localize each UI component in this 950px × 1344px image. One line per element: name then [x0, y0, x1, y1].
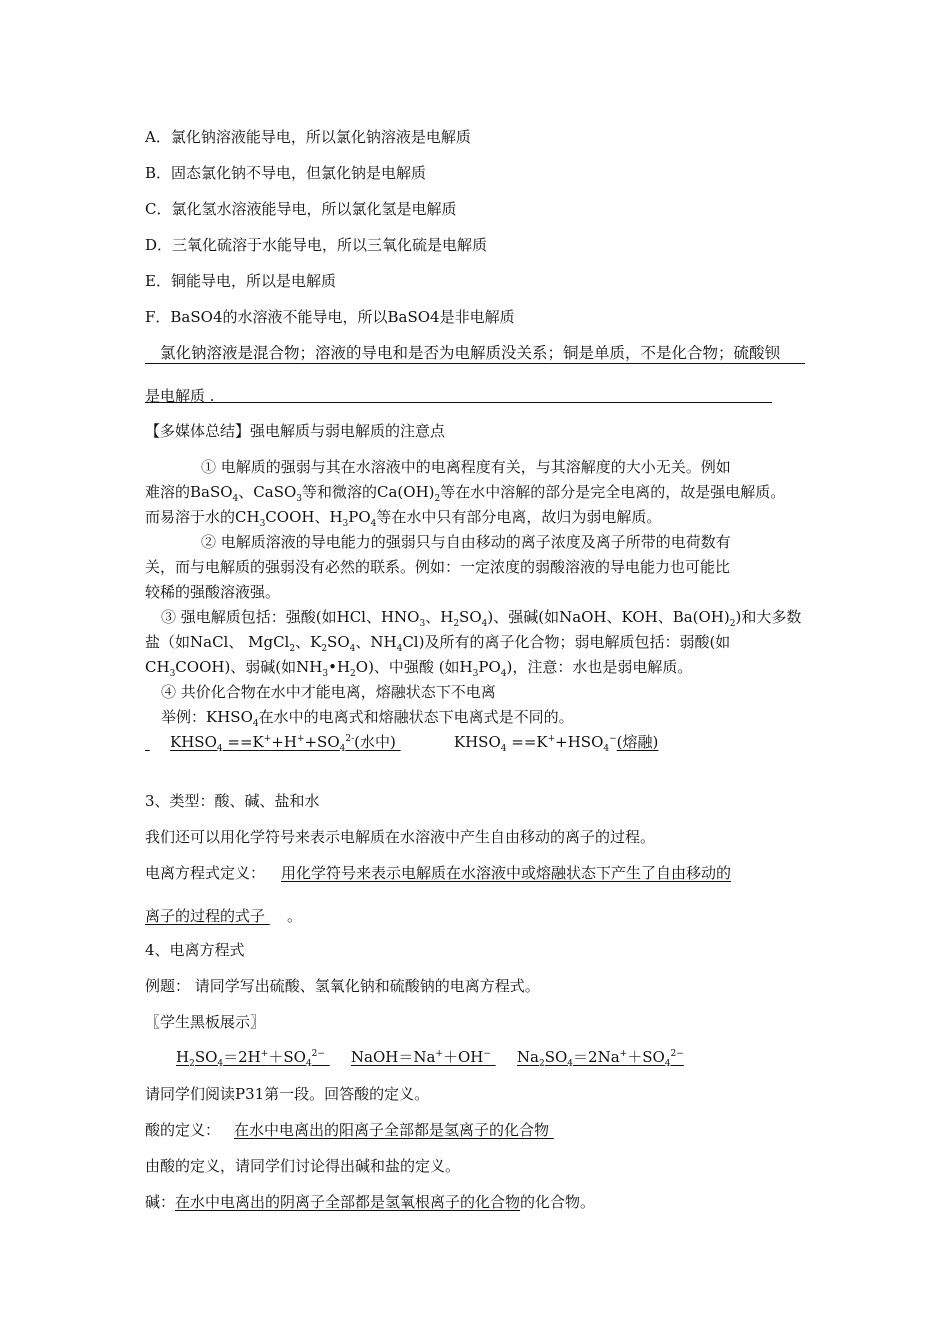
summary-p5: 举例：$KHSO_4$在水中的电离式和熔融状态下电离式是不同的。	[161, 708, 574, 729]
option-d: D．三氧化硫溶于水能导电，所以三氧化硫是电解质	[145, 236, 488, 254]
answer-line-1: 氯化钠溶液是混合物；溶液的导电和是否为电解质没关系；铜是单质，不是化合物；硫酸钡	[160, 344, 781, 362]
option-e: E．铜能导电，所以是电解质	[145, 272, 336, 290]
section3-title: 3、类型：酸、碱、盐和水	[145, 792, 320, 810]
summary-p1-line1: ① 电解质的强弱与其在水溶液中的电离程度有关，与其溶解度的大小无关。例如	[201, 458, 731, 476]
blank-2	[396, 732, 454, 752]
acid-definition: 酸的定义： 在水中电离出的阳离子全部都是氢离子的化合物	[145, 1121, 550, 1139]
answer-line-2: 是电解质 .	[145, 387, 215, 405]
summary-p1-line3: 而易溶于水的$CH_3COOH$、$H_3PO_4$等在水中只有部分电离，故归为弱电解质。	[145, 508, 662, 529]
option-c: C．氯化氢水溶液能导电，所以氯化氢是电解质	[145, 200, 457, 218]
ionization-definition-line1: 电离方程式定义： 用化学符号来表示电解质在水溶液中或熔融状态下产生了自由移动的	[145, 864, 732, 882]
section3-intro: 我们还可以用化学符号来表示电解质在水溶液中产生自由移动的离子的过程。	[145, 828, 656, 846]
read-prompt: 请同学们阅读P31第一段。回答酸的定义。	[145, 1085, 430, 1103]
option-b: B．固态氯化钠不导电，但氯化钠是电解质	[145, 164, 427, 182]
ionization-definition-line2: 离子的过程的式子 。	[145, 907, 303, 925]
khso4-melt-eq: $KHSO_4 ==K^++HSO_4^-$(熔融)	[453, 733, 659, 754]
h2so4-eq: $H_2SO_4=2H^++SO_4^{2-}$	[176, 1048, 325, 1069]
summary-p3-line2: 盐（如NaCl、 MgCl$_2$、$K_2SO_4$、$NH_4Cl$)及所有的离子化合物；弱电解质包括：弱酸(如	[145, 633, 731, 654]
summary-p2-line3: 较稀的强酸溶液强。	[145, 583, 281, 601]
summary-heading: 【多媒体总结】强电解质与弱电解质的注意点	[145, 422, 446, 440]
ionization-equations	[176, 1047, 684, 1067]
na2so4-eq: $Na_2SO_4=2Na^++SO_4^{2-}$	[516, 1048, 684, 1069]
option-a: A．氯化钠溶液能导电，所以氯化钠溶液是电解质	[145, 128, 471, 146]
summary-p3-line1: ③ 强电解质包括：强酸(如HCl、$HNO_3$、$H_2SO_4$)、强碱(如NaOH、KOH、$Ba(OH)_2$)和大多数	[161, 608, 802, 629]
summary-p1-line2: 难溶的BaSO$_4$、CaSO$_3$等和微溶的$Ca(OH)_2$等在水中溶解的部分是完全电离的，故是强电解质。	[145, 483, 786, 504]
khso4-water-eq: $KHSO_4 ==K^++H^++SO_4^{2-}$(水中)	[170, 733, 396, 754]
section4-title: 4、电离方程式	[145, 941, 245, 959]
blank-1	[145, 732, 170, 752]
summary-p4: ④ 共价化合物在水中才能电离，熔融状态下不电离	[161, 683, 496, 701]
answer-underline-2	[145, 402, 772, 403]
option-f: F．BaSO4的水溶液不能导电，所以BaSO4是非电解质	[145, 308, 515, 326]
answer-underline-1	[145, 363, 805, 364]
summary-p2-line1: ② 电解质溶液的导电能力的强弱只与自由移动的离子浓度及离子所带的电荷数有	[201, 533, 731, 551]
khso4-equations	[145, 732, 658, 752]
section4-example: 例题： 请同学写出硫酸、氢氧化钠和硫酸钠的电离方程式。	[145, 977, 540, 995]
summary-p2-line2: 关，而与电解质的强弱没有必然的联系。例如：一定浓度的弱酸溶液的导电能力也可能比	[145, 558, 731, 576]
naoh-eq: NaOH＝Na+＋OH−	[350, 1048, 491, 1066]
summary-p3-line3: $CH_3COOH$)、弱碱(如$NH_3•H_2O$)、中强酸 (如$H_3PO_4$)，注意：水也是弱电解质。	[145, 658, 693, 679]
base-definition: 碱：在水中电离出的阴离子全部都是氢氧根离子的化合物的化合物。	[145, 1193, 596, 1211]
discuss-prompt: 由酸的定义，请同学们讨论得出碱和盐的定义。	[145, 1157, 461, 1175]
student-board-label: 〖学生黑板展示〗	[145, 1013, 266, 1031]
